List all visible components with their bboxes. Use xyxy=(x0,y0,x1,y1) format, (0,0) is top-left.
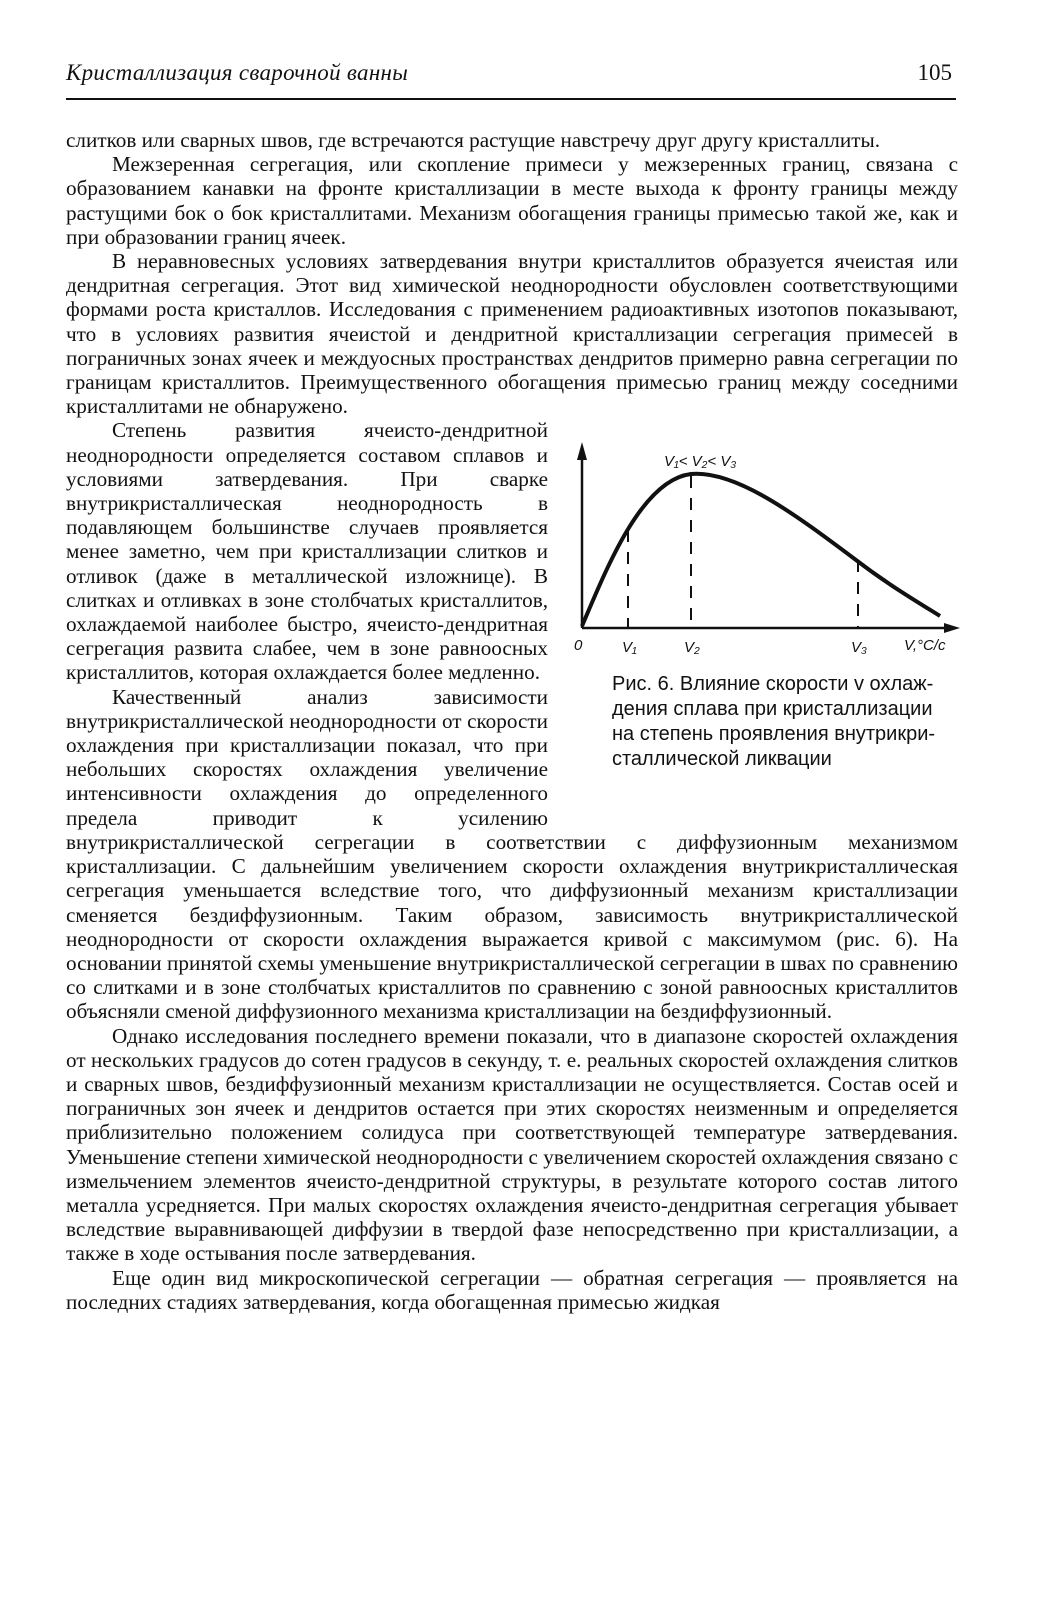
figure-caption xyxy=(566,672,962,772)
paragraph: Межзеренная сегрегация, или скопление примеси у межзеренных границ, связана с образованием канавки на фронте кристаллизации в месте выхода к фронту границы между растущими бок о бок кристаллитами. Механизм обогащения границы примесью такой же, как и при образовании границ ячеек. xyxy=(66,152,958,249)
x-axis-arrow xyxy=(944,623,960,633)
x-tick-v2: V₂ xyxy=(684,639,700,657)
condition-label: V₁< V₂< V₃ xyxy=(664,453,737,471)
paragraph: Однако исследования последнего времени показали, что в диапазоне скоростей охлаждения от нескольких градусов до сотен градусов в секунду, т. е. реальных скоростей охлаждения слитков и сварных швов, бездиффузионный механизм кристаллизации не осуществляется. Состав осей и пограничных зон ячеек и дендритов остается при этих скоростях неизменным и определяется приблизительно положением солидуса при соответствующей температуре затвердевания. Уменьшение степени химической неоднородности с увеличением скоростей охлаждения связано с измельчением элементов ячеисто-дендритной структуры, в результате которого состав литого металла усредняется. При малых скоростях охлаждения ячеисто-дендритная сегрегация убывает вследствие выравнивающей диффузии в твердой фазе непосредственно при кристаллизации, а также в ходе остывания после затвердевания. xyxy=(66,1023,958,1266)
x-tick-v1: V₁ xyxy=(622,639,637,657)
caption-line: Рис. 6. Влияние скорости v охлаж- xyxy=(612,673,934,696)
x-tick-v3: V₃ xyxy=(851,639,867,657)
paragraph-text: Степень развития ячеисто-дендритной неоднородности определяется составом сплавов и условиями затвердевания. При сварке внутрикристаллическая неоднородность в подавляющем большинстве случаев проявляется менее заметно, чем при кристаллизации слитков и отливок (даже в металлической изложнице). В слитках и отливках в зоне столбчатых кристаллитов, охлаждаемой наиболее быстро, ячеисто-дендритная сегрегация развита слабее, чем в зоне равноосных кристаллитов, которая охлаждается более медленно. xyxy=(66,418,548,685)
running-title: Кристаллизация сварочной ванны xyxy=(66,60,409,85)
paragraph: В неравновесных условиях затвердевания внутри кристаллитов образуется ячеистая или дендритная сегрегация. Этот вид химической неоднородности обусловлен соответствующими формами роста кристаллов. Исследования с применением радиоактивных изотопов показывают, что в условиях развития ячеистой и дендритной кристаллизации сегрегация примесей в пограничных зонах ячеек и междуосных пространствах дендритов примерно равна сегрегации по границам кристаллитов. Преимущественного обогащения примесью границ между соседними кристаллитами не обнаружено. xyxy=(66,249,958,419)
paragraph: Еще один вид микроскопической сегрегации — обратная сегрегация — проявляется на последних стадиях затвердевания, когда обогащенная примесью жидкая xyxy=(66,1265,958,1314)
cooling-rate-diagram xyxy=(566,420,962,670)
origin-label: 0 xyxy=(574,637,583,655)
y-axis-arrow xyxy=(577,442,587,460)
caption-line: на степень проявления внутрикри- xyxy=(612,723,936,746)
page-number: 105 xyxy=(917,60,952,85)
caption-line: сталлической ликвации xyxy=(612,748,832,771)
figure-6 xyxy=(566,420,962,806)
caption-line: дения сплава при кристаллизации xyxy=(612,698,933,721)
paragraph: слитков или сварных швов, где встречаются растущие навстречу друг другу кристаллиты. xyxy=(66,128,880,152)
paragraph: Качественный анализ зависимости внутрикристаллической неоднородности от скорости охлаждения при кристаллизации показал, что при небольших скоростях охлаждения увеличение интенсивности охлаждения до определенного предела приводит к усилению внутрикристаллической сегрегации в соответствии с диффузионным механизмом кристаллизации. С дальнейшим увеличением скорости охлаждения внутрикристаллическая сегрегация уменьшается вследствие того, что диффузионный механизм кристаллизации сменяется бездиффузионным. Таким образом, зависимость внутрикристаллической неоднородности от скорости охлаждения выражается кривой с максимумом (рис. 6). На основании принятой схемы уменьшение внутрикристаллической сегрегации в швах по сравнению со слитками и в зоне столбчатых кристаллитов по сравнению с зоной равноосных кристаллитов объясняли сменой диффузионного механизма кристаллизации на бездиффузионный. xyxy=(66,684,958,1024)
segregation-curve xyxy=(582,474,940,626)
page-header xyxy=(66,58,956,100)
paragraph xyxy=(66,418,958,771)
x-axis-label: V,°C/c xyxy=(904,637,946,655)
body-text xyxy=(66,128,958,1314)
